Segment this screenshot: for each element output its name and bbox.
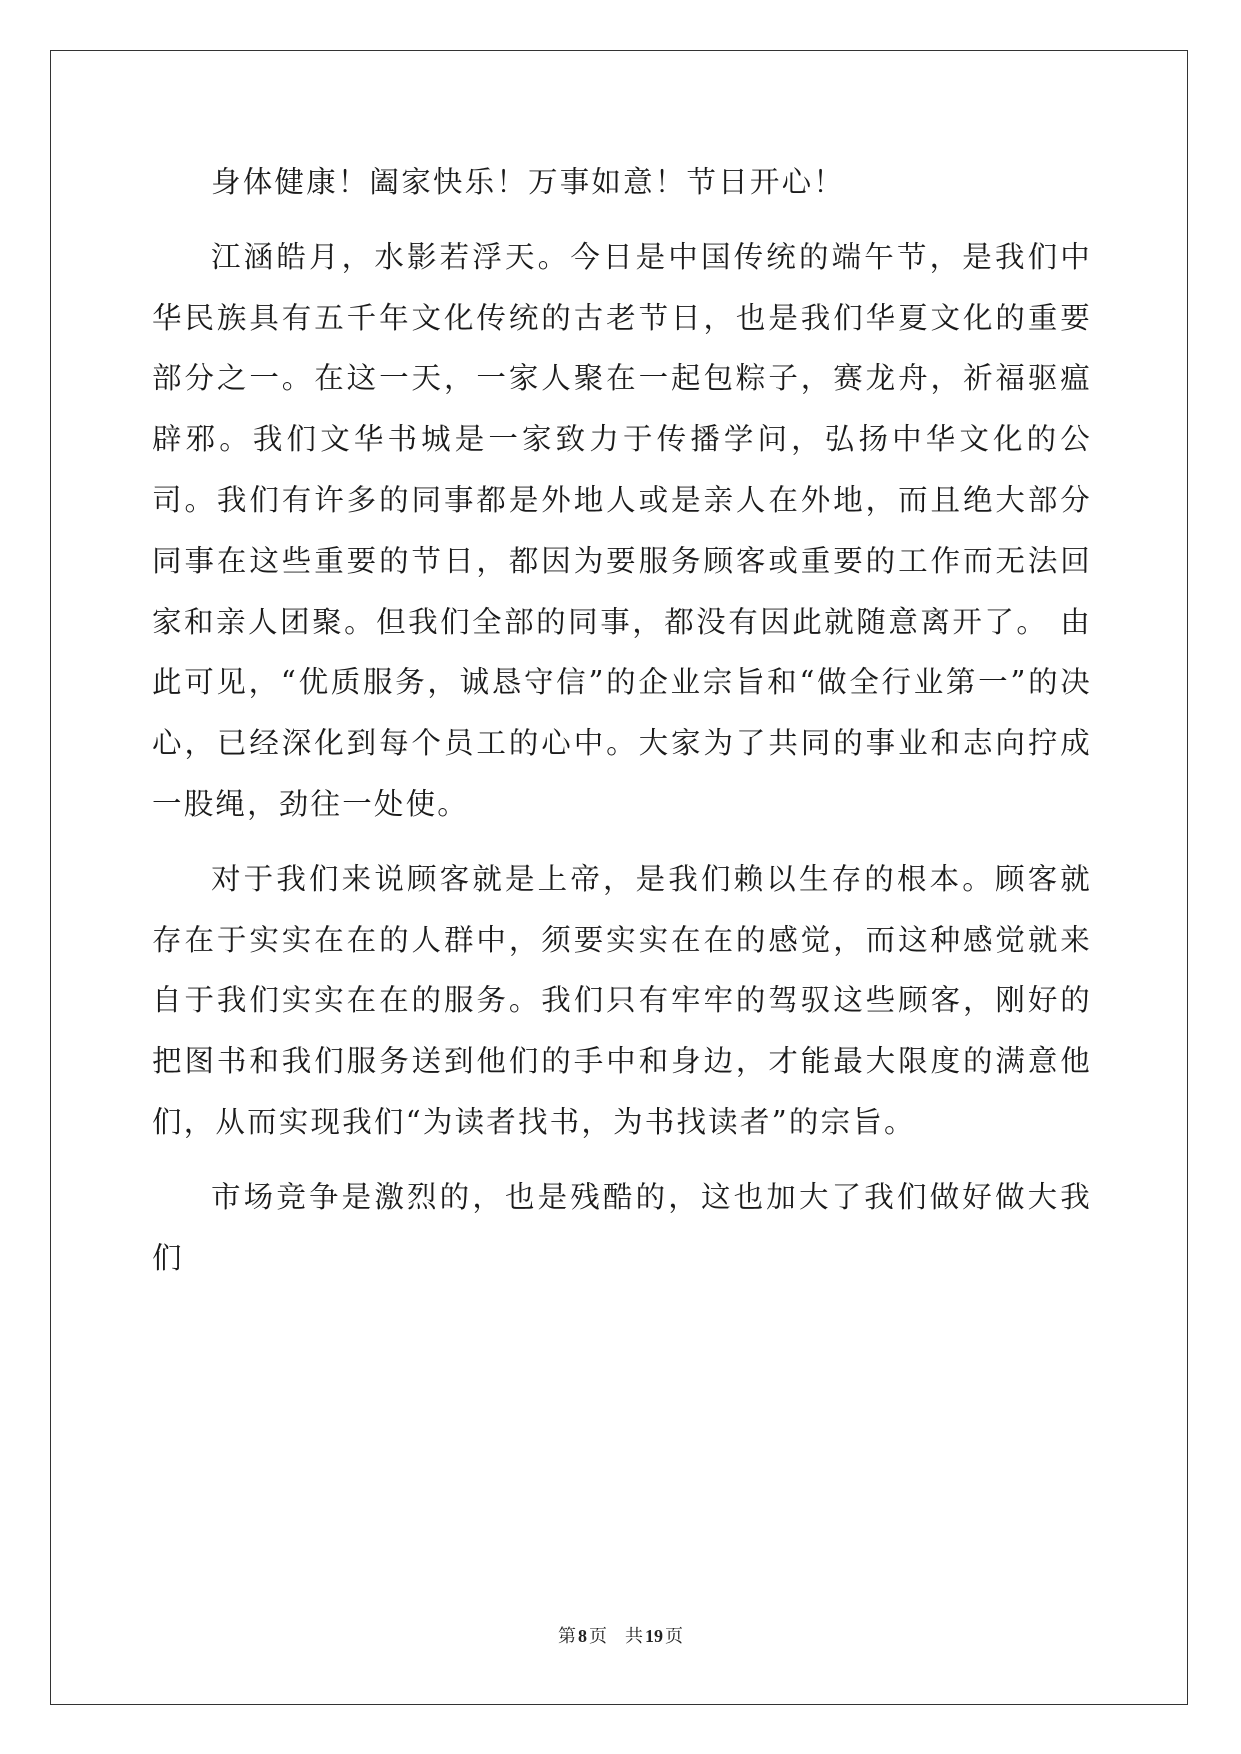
footer-page-suffix: 页 (589, 1626, 607, 1647)
footer-total-pages: 19 (645, 1626, 663, 1646)
paragraph-1: 身体健康！阖家快乐！万事如意！节日开心！ (211, 165, 846, 199)
paragraph-3: 对于我们来说顾客就是上帝，是我们赖以生存的根本。顾客就存在于实实在在的人群中，须要实实在在的感觉，而这种感觉就来自于我们实实在在的服务。我们只有牢牢的驾驭这些顾客，刚好的把图书和我们服务送到他们的手中和身边，才能最大限度的满意他们，从而实现我们“为读者找书，为书找读者”的宗旨。 (152, 861, 1092, 1139)
footer-page-number: 8 (578, 1626, 587, 1646)
document-body (152, 152, 1092, 1288)
footer-total-suffix: 页 (665, 1626, 683, 1647)
paragraph-2: 江涵皓月，水影若浮天。今日是中国传统的端午节，是我们中华民族具有五千年文化传统的古老节日，也是我们华夏文化的重要部分之一。在这一天，一家人聚在一起包粽子，赛龙舟，祈福驱瘟辟邪。我们文华书城是一家致力于传播学问，弘扬中华文化的公司。我们有许多的同事都是外地人或是亲人在外地，而且绝大部分同事在这些重要的节日，都因为要服务顾客或重要的工作而无法回家和亲人团聚。但我们全部的同事，都没有因此就随意离开了。 由此可见，“优质服务，诚恳守信”的企业宗旨和“做全行业第一”的决心，已经深化到每个员工的心中。大家为了共同的事业和志向拧成一股绳，劲往一处使。 (152, 239, 1092, 821)
footer-prefix: 第 (558, 1626, 576, 1647)
paragraph-4: 市场竞争是激烈的，也是残酷的，这也加大了我们做好做大我们 (152, 1179, 1092, 1275)
footer-total-prefix: 共 (625, 1626, 643, 1647)
page-footer (0, 1622, 1241, 1648)
